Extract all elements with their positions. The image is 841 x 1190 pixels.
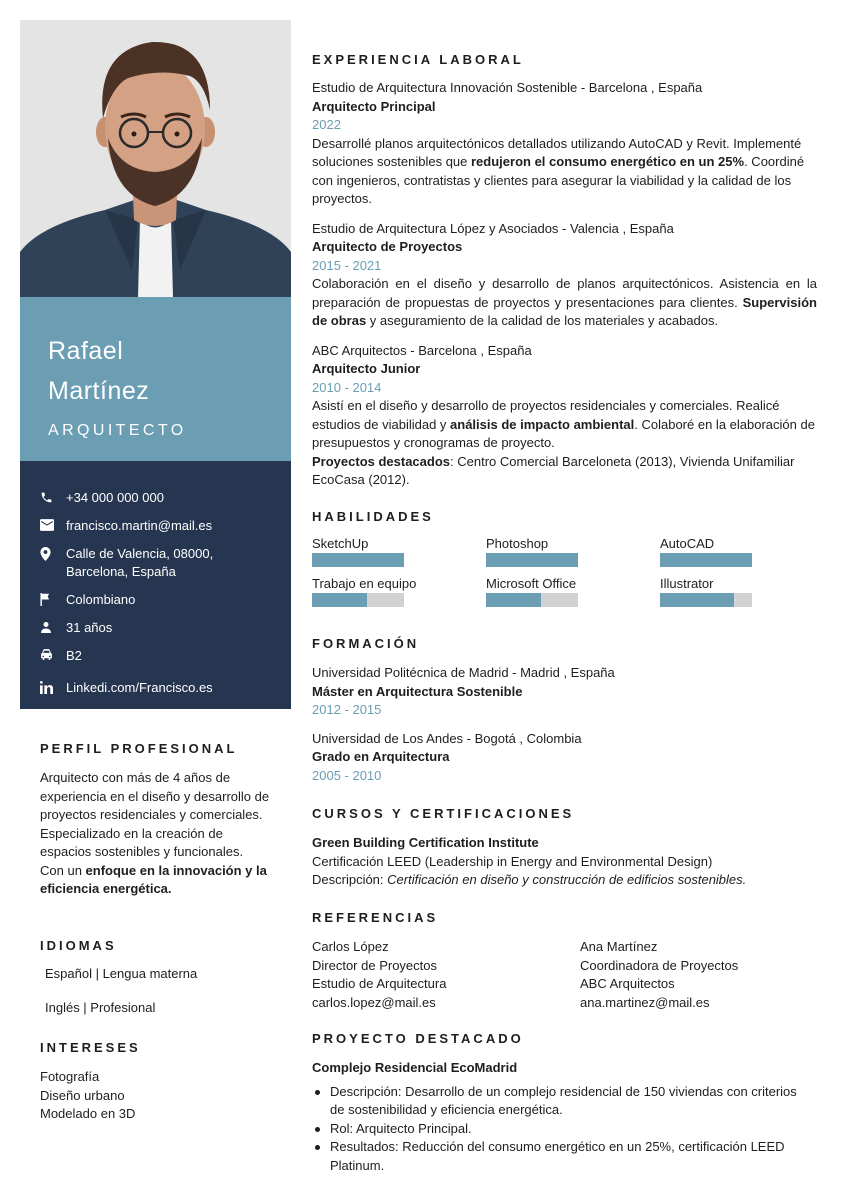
perfil-title: PERFIL PROFESIONAL xyxy=(40,741,238,756)
job-years: 2010 - 2014 xyxy=(312,379,382,395)
profile-photo-illustration xyxy=(20,20,291,297)
job-company: ABC Arquitectos - Barcelona , España xyxy=(312,342,532,358)
cert-desc-label: Descripción: xyxy=(312,872,388,887)
job-title: Arquitecto Principal xyxy=(312,98,436,114)
highlights-text: : Centro Comercial Barceloneta (2013), Vivienda Unifamiliar EcoCasa (2012). xyxy=(312,453,795,487)
skill-bar-fill xyxy=(312,553,404,567)
contact-license xyxy=(40,647,291,665)
formacion-title: FORMACIÓN xyxy=(312,636,420,651)
job-title: Arquitecto Junior xyxy=(312,361,421,376)
location-pin-icon xyxy=(40,545,66,561)
job-title: Arquitecto de Proyectos xyxy=(312,239,463,254)
reference-role: Director de Proyectos xyxy=(312,957,437,973)
job-description xyxy=(312,397,817,453)
skill-label: Photoshop xyxy=(486,536,549,551)
perfil-section xyxy=(40,741,270,899)
perfil-text xyxy=(40,769,270,899)
skill-bar-fill xyxy=(486,553,578,567)
project-bullet: Descripción: Desarrollo de un complejo residencial de 150 viviendas con criterios de sostenibilidad y eficiencia energética. xyxy=(312,1083,802,1120)
phone-text: +34 000 000 000 xyxy=(66,490,164,505)
perfil-text-bold: enfoque en la innovación y la eficiencia energética. xyxy=(40,862,267,896)
license-text: B2 xyxy=(66,648,82,663)
idiomas-section xyxy=(40,938,270,1017)
reference-company: ABC Arquitectos xyxy=(580,976,675,991)
profile-photo xyxy=(20,20,291,297)
job-company: Estudio de Arquitectura Innovación Sostenible - Barcelona , España xyxy=(312,80,703,95)
intereses-title: INTERESES xyxy=(40,1040,141,1055)
job-desc-bold: Supervisión de obras xyxy=(312,294,817,328)
linkedin-icon xyxy=(40,679,66,694)
perfil-text-regular: Arquitecto con más de 4 años de experiencia en el diseño y desarrollo de proyectos residenciales y comerciales. Especializado en la creación de espacios sostenibles y funcionales. Con un xyxy=(40,770,270,878)
flag-icon xyxy=(40,591,66,606)
phone-icon xyxy=(40,489,66,504)
idiomas-title: IDIOMAS xyxy=(40,938,117,953)
skill-bar-fill xyxy=(660,553,752,567)
formacion-section xyxy=(312,636,817,785)
education-years: 2005 - 2010 xyxy=(312,767,382,783)
job-desc-text: . Coordiné con ingenieros, contratistas y clientes para asegurar la viabilidad y la calidad de los proyectos. xyxy=(312,154,805,206)
reference-entry xyxy=(580,938,817,1012)
job-highlights xyxy=(312,453,817,490)
education-entry xyxy=(312,730,817,786)
skill-item xyxy=(486,536,660,567)
contact-nationality xyxy=(40,591,291,609)
contact-linkedin xyxy=(40,679,291,697)
skill-label: Microsoft Office xyxy=(486,576,577,591)
skill-label: Illustrator xyxy=(660,576,714,591)
project-bullet: Resultados: Reducción del consumo energético en un 25%, certificación LEED Platinum. xyxy=(312,1138,802,1175)
proyecto-title: PROYECTO DESTACADO xyxy=(312,1031,524,1046)
job-description xyxy=(312,275,817,331)
habilidades-title: HABILIDADES xyxy=(312,509,434,524)
interes-item: Fotografía xyxy=(40,1069,100,1084)
interes-item: Diseño urbano xyxy=(40,1087,125,1103)
contact-panel xyxy=(20,461,291,709)
highlights-label: Proyectos destacados xyxy=(312,453,451,469)
skill-item xyxy=(660,576,817,607)
skill-bar-fill xyxy=(486,593,541,607)
cert-description xyxy=(312,871,817,890)
job-desc-text: Asistí en el diseño y desarrollo de proyectos residenciales y comerciales. Realicé estudios de viabilidad y xyxy=(312,398,780,432)
contact-phone xyxy=(40,489,291,507)
age-text: 31 años xyxy=(66,620,113,635)
name-banner xyxy=(20,297,291,461)
email-link[interactable]: francisco.martin@mail.es xyxy=(66,518,213,533)
skill-item xyxy=(660,536,817,567)
contact-email xyxy=(40,517,291,535)
skill-bar-fill xyxy=(312,593,367,607)
contact-age xyxy=(40,619,291,637)
skill-label: SketchUp xyxy=(312,536,369,551)
address-text xyxy=(66,545,291,581)
education-degree: Grado en Arquitectura xyxy=(312,749,450,764)
job-desc-text: y aseguramiento de la calidad de los materiales y acabados. xyxy=(366,313,719,328)
job-entry xyxy=(312,79,817,209)
skill-label: Trabajo en equipo xyxy=(312,576,417,591)
education-entry xyxy=(312,664,817,720)
job-entry xyxy=(312,342,817,490)
cert-name: Certificación LEED (Leadership in Energy and Environmental Design) xyxy=(312,853,713,869)
address-line-2: Barcelona, España xyxy=(66,564,176,579)
job-company: Estudio de Arquitectura López y Asociados - Valencia , España xyxy=(312,220,674,236)
address-line-1: Calle de Valencia, 08000, xyxy=(66,546,214,561)
mail-icon xyxy=(40,517,66,531)
skill-label: AutoCAD xyxy=(660,536,715,551)
last-name: Martínez xyxy=(48,377,150,405)
job-role: ARQUITECTO xyxy=(48,422,187,439)
education-degree: Máster en Arquitectura Sostenible xyxy=(312,683,523,699)
referencias-title: REFERENCIAS xyxy=(312,910,439,925)
reference-company: Estudio de Arquitectura xyxy=(312,976,447,991)
experiencia-section xyxy=(312,52,817,490)
project-bullets xyxy=(312,1083,802,1176)
car-icon xyxy=(40,647,66,660)
intereses-section xyxy=(40,1040,270,1124)
job-desc-bold: redujeron el consumo energético en un 25% xyxy=(471,154,745,169)
reference-entry xyxy=(312,938,580,1012)
skills-grid xyxy=(312,536,817,607)
project-name: Complejo Residencial EcoMadrid xyxy=(312,1060,518,1075)
job-desc-text: Colaboración en el diseño y desarrollo de planos arquitectónicos. Asistencia en la preparación de propuestas de proyectos y presentaciones para clientes. xyxy=(312,276,817,310)
reference-name: Carlos López xyxy=(312,939,389,954)
job-desc-bold: análisis de impacto ambiental xyxy=(450,416,635,432)
skill-bar xyxy=(312,593,404,607)
skill-bar xyxy=(660,593,752,607)
skill-item xyxy=(312,576,486,607)
referencias-section xyxy=(312,910,817,1012)
cursos-section xyxy=(312,806,817,890)
proyecto-section xyxy=(312,1031,817,1175)
job-description xyxy=(312,135,807,209)
interes-item: Modelado en 3D xyxy=(40,1106,136,1121)
linkedin-link[interactable]: Linkedi.com/Francisco.es xyxy=(66,680,213,695)
reference-name: Ana Martínez xyxy=(580,939,658,954)
idioma-item: Inglés | Profesional xyxy=(45,999,156,1015)
job-years: 2022 xyxy=(312,117,341,132)
skill-bar-fill xyxy=(660,593,734,607)
skill-bar xyxy=(486,553,578,567)
project-bullet: Rol: Arquitecto Principal. xyxy=(312,1120,802,1139)
reference-role: Coordinadora de Proyectos xyxy=(580,957,739,973)
job-years: 2015 - 2021 xyxy=(312,257,382,273)
cert-organization: Green Building Certification Institute xyxy=(312,835,539,850)
person-icon xyxy=(40,619,66,633)
job-desc-text: . Colaboré en la elaboración de presupuestos y cronogramas de proyecto. xyxy=(312,416,815,450)
skill-bar xyxy=(312,553,404,567)
skill-bar xyxy=(660,553,752,567)
education-years: 2012 - 2015 xyxy=(312,702,382,717)
skill-item xyxy=(486,576,660,607)
experiencia-title: EXPERIENCIA LABORAL xyxy=(312,52,524,67)
cert-desc-text: Certificación en diseño y construcción de edificios sostenibles. xyxy=(387,872,747,887)
cursos-title: CURSOS Y CERTIFICACIONES xyxy=(312,806,575,821)
skill-item xyxy=(312,536,486,567)
habilidades-section xyxy=(312,509,817,607)
education-school: Universidad de Los Andes - Bogotá , Colombia xyxy=(312,730,582,746)
contact-address xyxy=(40,545,291,581)
nationality-text: Colombiano xyxy=(66,592,136,607)
skill-bar xyxy=(486,593,578,607)
first-name: Rafael xyxy=(48,337,124,365)
education-school: Universidad Politécnica de Madrid - Madrid , España xyxy=(312,665,615,680)
reference-email[interactable]: carlos.lopez@mail.es xyxy=(312,994,436,1010)
idioma-item: Español | Lengua materna xyxy=(45,966,198,981)
job-desc-text: Desarrollé planos arquitectónicos detallados utilizando AutoCAD y Revit. Implementé soluciones sostenibles que xyxy=(312,135,802,169)
job-entry xyxy=(312,220,817,331)
reference-email[interactable]: ana.martinez@mail.es xyxy=(580,994,710,1010)
